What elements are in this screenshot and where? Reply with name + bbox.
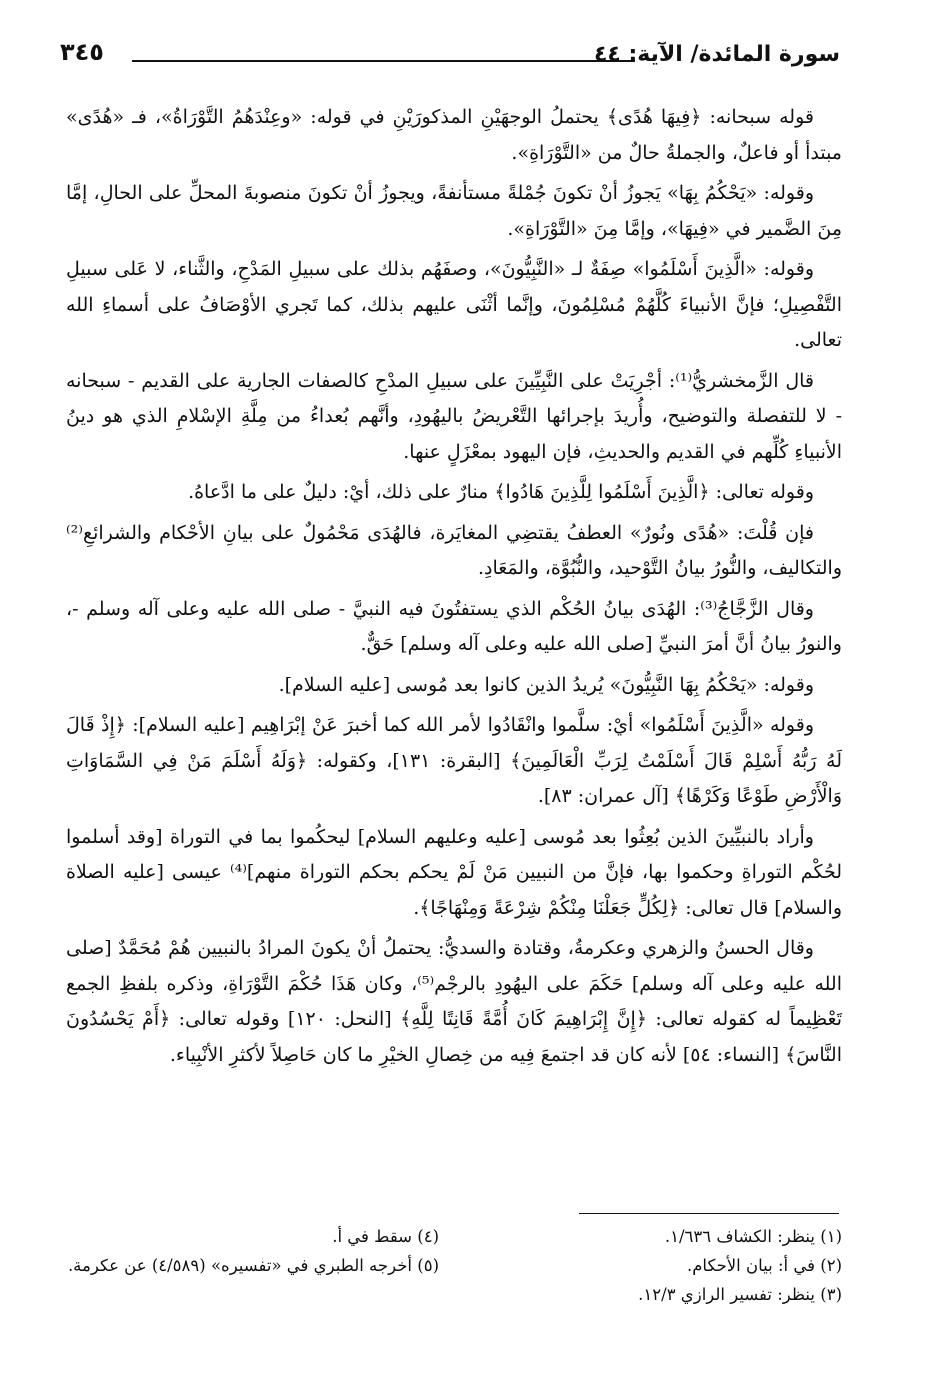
paragraph: وقال الحسنُ والزهري وعكرمةُ، وقتادة والسديُّ: يحتملُ أنْ يكونَ المرادُ بالنبيين هُمْ مُحَمَّدٌ [صلى الله عليه وعلى آله وسلم] حَكَمَ على اليهُودِ بالرجْم⁽⁵⁾، وكان هَذَا حُكْمَ التَّوْرَاةِ، وذكره بلفظِ الجمع تَعْظِيماً له كقوله تعالى: ﴿إِنَّ إِبْرَاهِيمَ كَانَ أُمَّةً قَانِتًا لِلَّهِ﴾ [النحل: ١٢٠] وقوله تعالى: ﴿أَمْ يَحْسُدُونَ النَّاسَ﴾ [النساء: ٥٤] لأنه كان قد اجتمعَ فِيه من خِصالِ الخيْرِ ما كان حَاصِلاً لأكثرِ الأنْبِياء. (66, 937, 842, 1066)
page-header (60, 34, 840, 74)
page-number: ٣٤٥ (60, 38, 104, 66)
footnote: (١) ينظر: الكشاف ١/٦٣٦. (664, 1227, 842, 1246)
paragraph: وقوله: «الَّذِينَ أَسْلَمُوا» صِفَةٌ لـ «النَّبِيُّونَ»، وصفَهُم بذلك على سبيلِ المَدْحِ، والثَّناء، لا عَلى سبيلِ التَّفْصِيلِ؛ فإنَّ الأنبياءَ كُلَّهُمْ مُسْلِمُونَ، وإنَّما أثْنَى عليهم بذلك، كما تَجري الأوْصَافُ على أسماءِ الله تعالى. (66, 258, 842, 351)
main-text (66, 100, 842, 1078)
paragraph: وقوله تعالى: ﴿الَّذِينَ أَسْلَمُوا لِلَّذِينَ هَادُوا﴾ منارٌ على ذلك، أيْ: دليلٌ على ما ادَّعاهُ. (188, 481, 814, 503)
paragraph: وأراد بالنبيِّينَ الذين بُعِثُوا بعد مُوسى [عليه وعليهم السلام] ليحكُموا بما في التوراة [وقد أسلموا لحُكْم التوراةِ وحكموا بها، فإنَّ من النبيين مَنْ لَمْ يحكم بحكم التوراة منهم]⁽⁴⁾ عيسى [عليه الصلاة والسلام] قال تعالى: ﴿لِكُلٍّ جَعَلْنَا مِنْكُمْ شِرْعَةً وَمِنْهَاجًا﴾. (66, 825, 842, 919)
footnote-rule (579, 1213, 839, 1214)
footnote: (٥) أخرجه الطبري في «تفسيره» (٤/٥٨٩) عن عكرمة. (67, 1256, 439, 1275)
footnotes (66, 1222, 842, 1309)
running-title: سورة المائدة/ الآية: ٤٤ (593, 42, 840, 67)
footnotes-left-column (66, 1222, 439, 1309)
footnote: (٣) ينظر: تفسير الرازي ١٢/٣. (638, 1285, 842, 1304)
paragraph: قال الزَّمخشريُّ⁽¹⁾: أجْرِيَتْ على النَّبِيِّينَ على سبيلِ المدْحِ كالصفات الجارية على القديم - سبحانه - لا للتفصلة والتوضيح، وأُريدَ بإجرائها التَّعْريضُ باليهُودِ، وأنَّهم بُعداءُ من مِلَّةِ الإسْلامِ الذي هو دينُ الأنبياءِ كُلِّهم في القديم والحديثِ، فإن اليهود بمعْزَلٍ عنها. (66, 369, 842, 463)
footnote: (٤) سقط في أ. (332, 1227, 439, 1246)
paragraph: قوله سبحانه: ﴿فِيهَا هُدًى﴾ يحتملُ الوجهَيْنِ المذكورَيْنِ في قوله: «وعِنْدَهُمُ التَّوْرَاةُ»، فـ «هُدًى» مبتدأ أو فاعلٌ، والجملةُ حالٌ من «التَّوْرَاةِ». (66, 106, 842, 164)
paragraph: وقوله: «يَحْكُمُ بِهَا النَّبِيُّونَ» يُريدُ الذين كانوا بعد مُوسى [عليه السلام]. (278, 673, 814, 696)
footnote: (٢) في أ: بيان الأحكام. (686, 1256, 842, 1275)
paragraph: وقال الزَّجَّاجُ⁽³⁾: الهُدَى بيانُ الحُكْم الذي يستفتُونَ فيه النبيَّ - صلى الله عليه وعلى آله وسلم -، والنورُ بيانُ أنَّ أمرَ النبيِّ [صلى الله عليه وعلى آله وسلم] حَقٌّ. (66, 597, 842, 655)
paragraph: وقوله «الَّذِينَ أَسْلَمُوا» أيْ: سلَّموا وانْقَادُوا لأمر الله كما أخبرَ عَنْ إبْرَاهِيم [عليه السلام]: ﴿إِذْ قَالَ لَهُ رَبُّهُ أَسْلِمْ قَالَ أَسْلَمْتُ لِرَبِّ الْعَالَمِينَ﴾ [البقرة: ١٣١]، وكقوله: ﴿وَلَهُ أَسْلَمَ مَنْ فِي السَّمَاوَاتِ وَالْأَرْضِ طَوْعًا وَكَرْهًا﴾ [آل عمران: ٨٣]. (66, 714, 842, 807)
paragraph: فإن قُلْتَ: «هُدًى ونُورٌ» العطفُ يقتضِي المغايَرة، فالهُدَى مَحْمُولٌ على بيانِ الأحْكام والشرائعِ⁽²⁾ والتكاليف، والنُّورُ بيانُ التَّوْحيد، والنُّبُوَّة، والمَعَادِ. (66, 521, 842, 579)
footnotes-right-column (469, 1222, 842, 1309)
paragraph: وقوله: «يَحْكُمُ بِهَا» يَجوزُ أنْ تكونَ جُمْلةً مستأنفةً، ويجوزُ أنْ تكونَ منصوبةَ المحلِّ على الحالِ، إمَّا مِنَ الضَّمير في «فِيهَا»، وإمَّا مِنَ «التَّوْرَاةِ». (66, 182, 842, 240)
header-rule (132, 60, 635, 62)
